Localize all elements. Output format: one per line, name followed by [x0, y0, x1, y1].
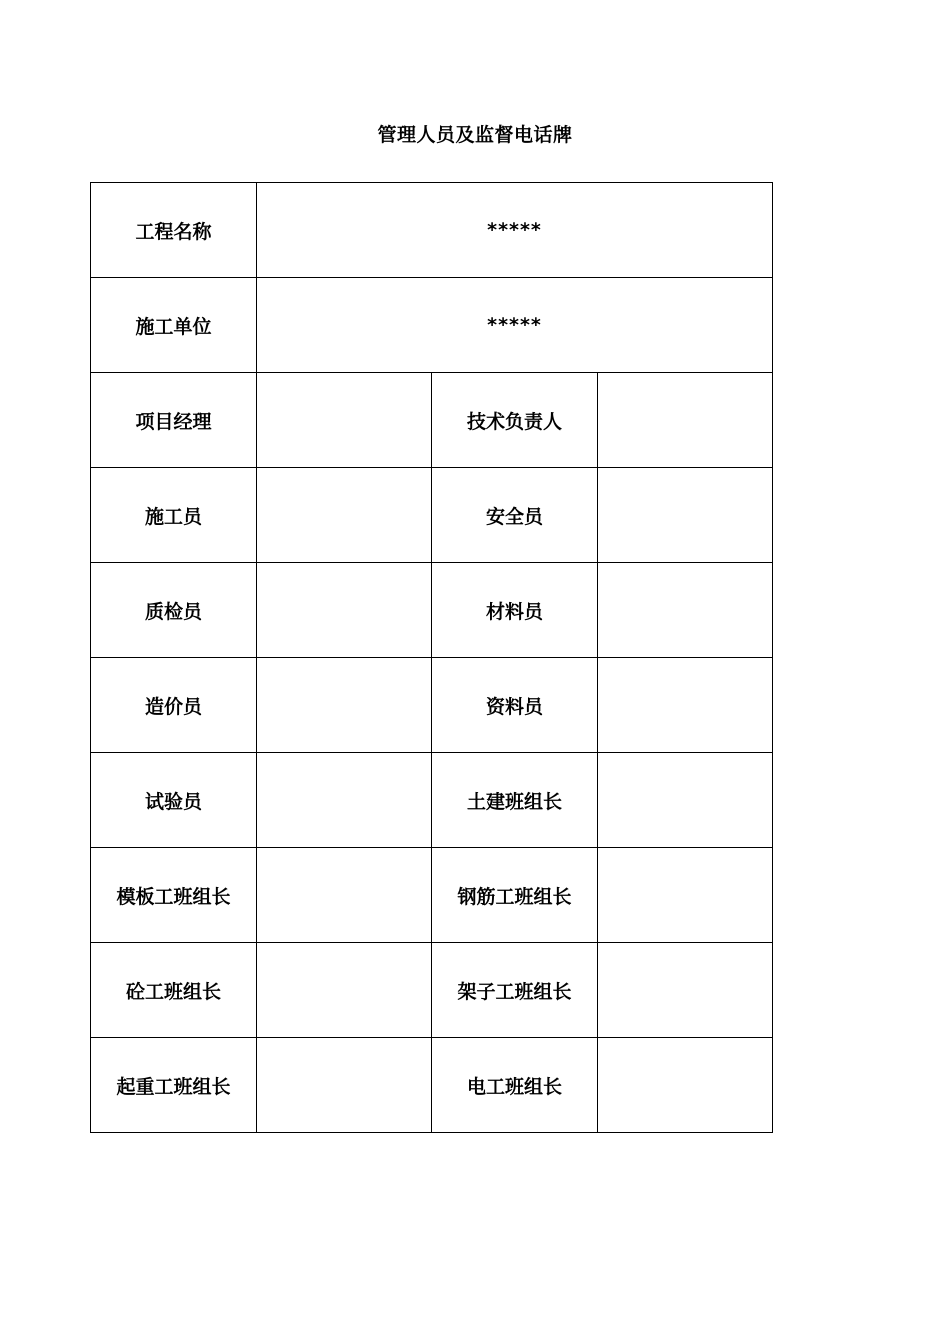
role-label: 技术负责人 — [432, 373, 598, 468]
role-value — [257, 753, 432, 848]
table-row — [91, 278, 773, 373]
role-label: 材料员 — [432, 563, 598, 658]
role-value — [257, 848, 432, 943]
table-row — [91, 943, 773, 1038]
role-value — [598, 658, 773, 753]
role-value — [598, 943, 773, 1038]
project-name-label: 工程名称 — [91, 183, 257, 278]
role-value — [598, 468, 773, 563]
role-label: 架子工班组长 — [432, 943, 598, 1038]
table-row — [91, 183, 773, 278]
role-label: 电工班组长 — [432, 1038, 598, 1133]
role-label: 安全员 — [432, 468, 598, 563]
role-label: 模板工班组长 — [91, 848, 257, 943]
role-value — [257, 563, 432, 658]
role-value — [598, 1038, 773, 1133]
role-label: 施工员 — [91, 468, 257, 563]
table-row — [91, 658, 773, 753]
role-label: 土建班组长 — [432, 753, 598, 848]
role-label: 资料员 — [432, 658, 598, 753]
table-row — [91, 848, 773, 943]
table-row — [91, 1038, 773, 1133]
table-row — [91, 753, 773, 848]
construction-unit-value: ***** — [257, 278, 773, 373]
role-value — [598, 563, 773, 658]
table-row — [91, 468, 773, 563]
role-label: 砼工班组长 — [91, 943, 257, 1038]
project-name-value: ***** — [257, 183, 773, 278]
construction-unit-label: 施工单位 — [91, 278, 257, 373]
table-row — [91, 563, 773, 658]
role-value — [257, 943, 432, 1038]
role-label: 钢筋工班组长 — [432, 848, 598, 943]
role-value — [598, 753, 773, 848]
role-value — [257, 373, 432, 468]
role-label: 起重工班组长 — [91, 1038, 257, 1133]
contact-board-table — [90, 182, 773, 1133]
role-value — [598, 848, 773, 943]
page-title: 管理人员及监督电话牌 — [377, 124, 573, 146]
role-value — [257, 658, 432, 753]
role-value — [257, 468, 432, 563]
table-row — [91, 373, 773, 468]
role-label: 项目经理 — [91, 373, 257, 468]
role-label: 试验员 — [91, 753, 257, 848]
role-value — [257, 1038, 432, 1133]
role-label: 质检员 — [91, 563, 257, 658]
role-value — [598, 373, 773, 468]
role-label: 造价员 — [91, 658, 257, 753]
